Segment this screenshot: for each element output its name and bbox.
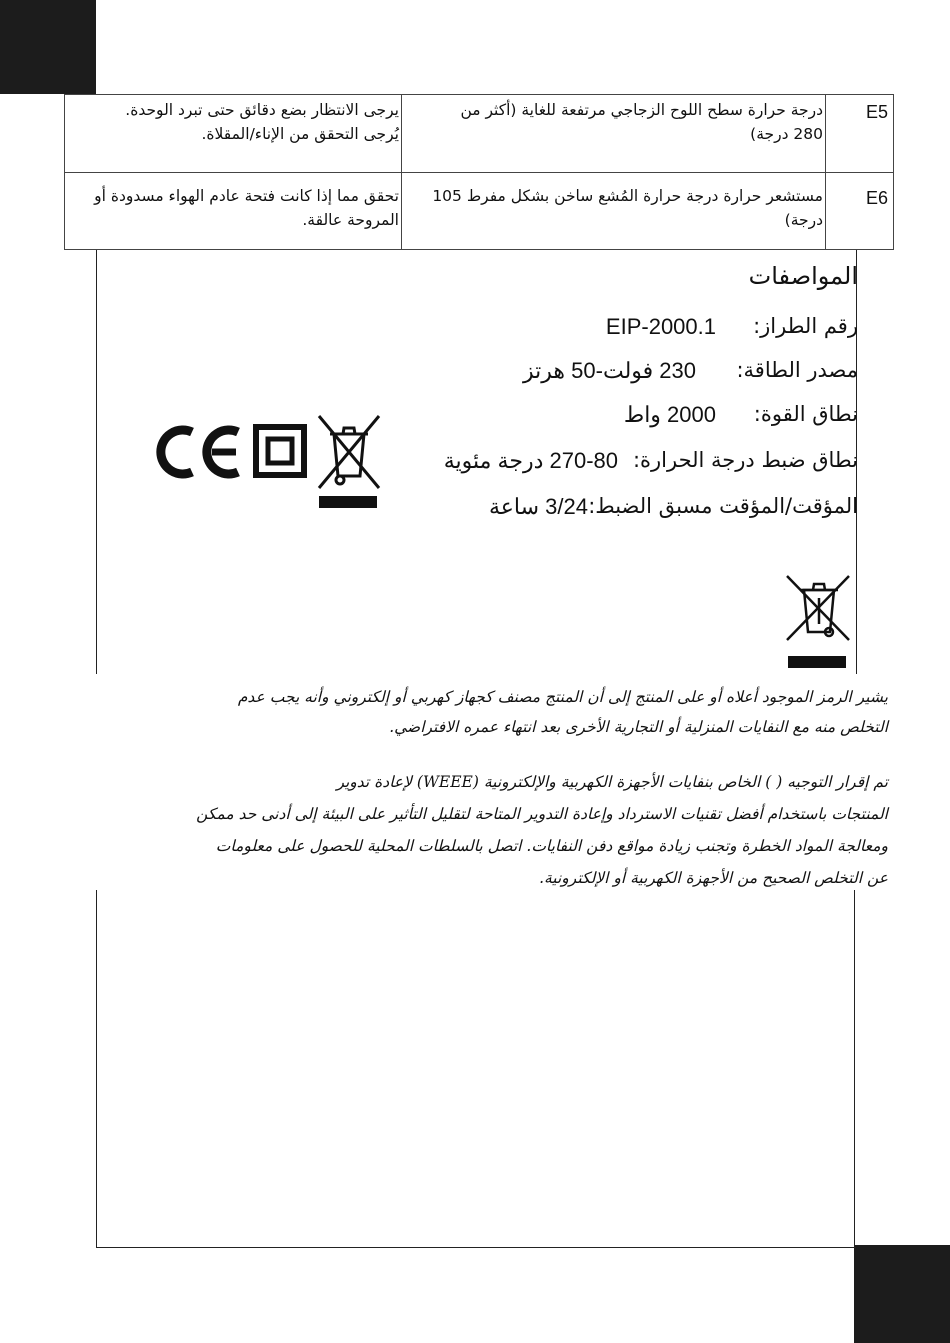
frame-left-upper	[96, 250, 97, 674]
weee-notice-paragraph: يشير الرمز الموجود أعلاه أو على المنتج إلى أن المنتج مصنف كجهاز كهربي أو إلكتروني وأنه يجب عدم التخلص منه مع النفايات المنزلية أو التجارية الأخرى بعد انتهاء عمره الافتراضي.	[237, 688, 888, 736]
spec-power-row	[418, 402, 858, 436]
corner-block-bottom-right	[854, 1245, 950, 1343]
spec-model-label: رقم الطراز:	[753, 314, 858, 338]
frame-right-lower	[854, 890, 855, 1248]
spec-temp-value: 270-80 درجة مئوية	[443, 448, 618, 473]
frame-left-lower	[96, 890, 97, 1248]
error-solution-e6: تحقق مما إذا كانت فتحة عادم الهواء مسدودة أو المروحة عالقة.	[94, 187, 399, 229]
spec-power-label: نطاق القوة:	[753, 402, 858, 426]
error-solution-e5: يرجى الانتظار بضع دقائق حتى تبرد الوحدة. يُرجى التحقق من الإناء/المقلاة.	[125, 101, 399, 143]
corner-block-top-left	[0, 0, 96, 94]
spec-timer-row	[418, 494, 858, 528]
spec-power-source-label: مصدر الطاقة:	[736, 358, 858, 382]
error-code-e5: E5	[866, 102, 889, 122]
weee-directive-paragraph: تم إقرار التوجيه ( ) الخاص بنفايات الأجهزة الكهربية والإلكترونية (WEEE) لإعادة تدوير المنتجات باستخدام أفضل تقنيات الاسترداد وإعادة التدوير المتاحة لتقليل التأثير على البيئة إلى أدنى حد ممكن ومعالجة المواد الخطرة وتجنب زيادة مواقع دفن النفايات. اتصل بالسلطات المحلية للحصول على معلومات عن التخلص الصحيح من الأجهزة الكهربية أو الإلكترونية.	[196, 773, 888, 887]
double-insulation-icon	[253, 424, 307, 478]
spec-model-value: EIP-2000.1	[605, 314, 716, 339]
error-description-e6: مستشعر حرارة درجة حرارة المُشع ساخن بشكل مفرط 105 درجة)	[432, 187, 823, 229]
frame-bottom	[96, 1247, 856, 1248]
spec-power-source-row	[418, 358, 858, 392]
spec-power-source-value: 230 فولت-50 هرتز	[523, 358, 696, 383]
spec-temp-row	[398, 448, 858, 482]
error-code-table	[64, 94, 894, 250]
error-description-e5: درجة حرارة سطح اللوح الزجاجي مرتفعة للغاية (أكثر من 280 درجة)	[460, 101, 823, 143]
weee-bin-icon	[316, 412, 382, 510]
spec-power-value: 2000 واط	[623, 402, 716, 427]
spec-timer-label: المؤقت/المؤقت مسبق الضبط:	[588, 494, 858, 518]
spec-timer-value: 3/24 ساعة	[489, 494, 588, 519]
specifications-title: المواصفات	[748, 262, 858, 290]
spec-model-row	[418, 314, 858, 348]
weee-bin-large-icon	[784, 572, 852, 670]
spec-temp-label: نطاق ضبط درجة الحرارة:	[632, 448, 858, 472]
ce-mark-icon	[152, 424, 244, 480]
error-code-e6: E6	[866, 188, 889, 208]
